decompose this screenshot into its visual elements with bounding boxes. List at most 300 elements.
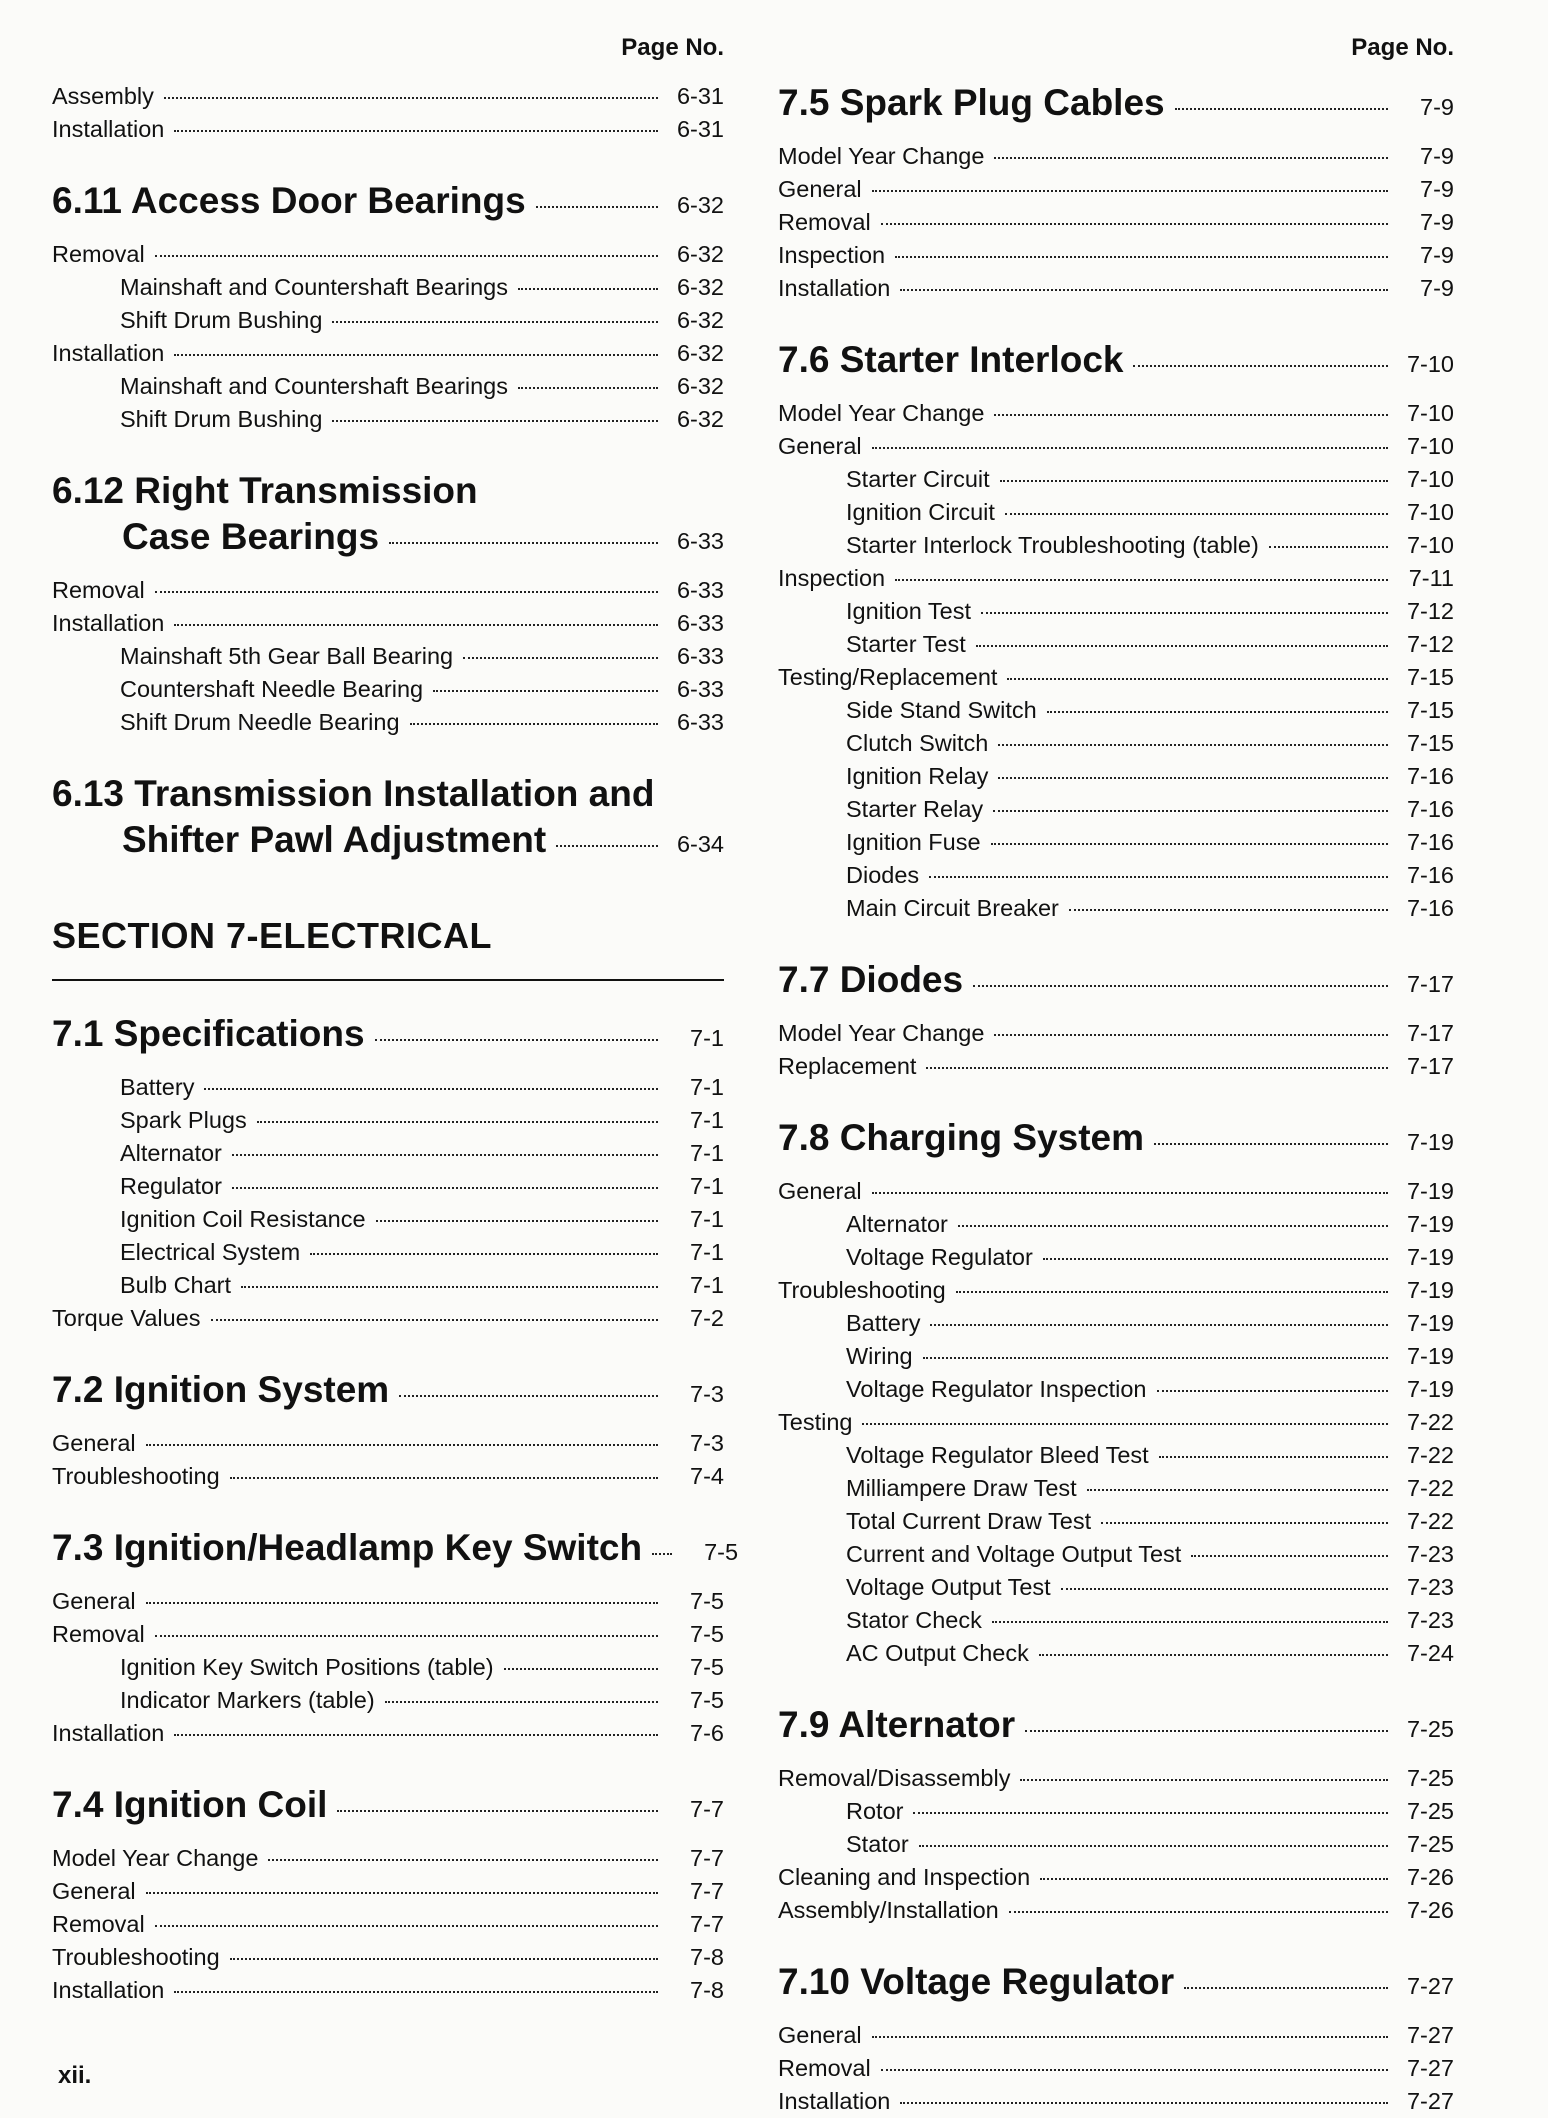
toc-entry[interactable] [778,1637,1454,1670]
toc-entry-page: 7-9 [1420,209,1454,235]
toc-entry[interactable] [778,1604,1454,1637]
dot-leader [1191,1555,1388,1557]
heading-6-12-line2[interactable] [52,514,724,564]
toc-entry-label: Ignition Relay [846,763,989,789]
toc-entry-page: 7-7 [690,1878,724,1904]
toc-entry-label: Voltage Regulator Bleed Test [846,1442,1149,1468]
heading-7-7-page: 7-17 [1406,971,1454,997]
toc-entry-label: Removal [52,577,145,603]
dot-leader [518,387,658,389]
toc-entry[interactable] [778,892,1454,925]
toc-entry-label: Spark Plugs [120,1107,247,1133]
heading-7-8-page: 7-19 [1406,1129,1454,1155]
dot-leader [881,2069,1388,2071]
toc-entry[interactable] [778,1795,1454,1828]
toc-entry[interactable] [778,140,1454,173]
dot-leader [146,1892,658,1894]
toc-entry-label: Ignition Test [846,598,971,624]
toc-entry[interactable] [778,1472,1454,1505]
toc-entry-label: General [52,1430,136,1456]
toc-entry-page: 6-32 [676,340,724,366]
toc-entry[interactable] [52,1651,724,1684]
toc-entry-label: Shift Drum Bushing [120,406,323,432]
toc-entry[interactable] [52,1618,724,1651]
toc-entry-page: 7-15 [1406,697,1454,723]
toc-entry-page: 7-7 [690,1845,724,1871]
dot-leader [155,1635,658,1637]
toc-entry-page: 7-25 [1406,1831,1454,1857]
toc-entry-label: Model Year Change [52,1845,259,1871]
toc-entry-page: 7-27 [1406,2022,1454,2048]
toc-entry[interactable] [52,1717,724,1750]
toc-entry-label: Installation [52,1977,165,2003]
toc-entry-label: Voltage Output Test [846,1574,1051,1600]
heading-7-10-page: 7-27 [1406,1973,1454,1999]
toc-entry[interactable] [52,1302,724,1335]
toc-entry-page: 7-23 [1406,1607,1454,1633]
toc-entry-label: Torque Values [52,1305,201,1331]
toc-entry-page: 7-16 [1406,895,1454,921]
heading-7-4[interactable] [52,1782,724,1832]
heading-7-6-page: 7-10 [1406,351,1454,377]
toc-entry-page: 7-10 [1406,433,1454,459]
toc-entry-page: 7-19 [1406,1277,1454,1303]
toc-entry-label: Starter Circuit [846,466,990,492]
toc-entry-label: Mainshaft 5th Gear Ball Bearing [120,643,454,669]
toc-entry[interactable] [52,1941,724,1974]
toc-entry-label: Rotor [846,1798,904,1824]
dot-leader [1175,108,1388,110]
toc-entry-label: Stator Check [846,1607,982,1633]
dot-leader [872,1192,1388,1194]
toc-entry[interactable] [778,272,1454,305]
dot-leader [376,1220,658,1222]
toc-entry[interactable] [778,1241,1454,1274]
toc-entry-page: 7-19 [1406,1310,1454,1336]
toc-entry-label: Milliampere Draw Test [846,1475,1077,1501]
toc-entry-label: Mainshaft and Countershaft Bearings [120,274,508,300]
toc-entry-page: 7-17 [1406,1053,1454,1079]
toc-entry[interactable] [778,628,1454,661]
toc-entry-page: 7-5 [690,1621,724,1647]
heading-7-9-page: 7-25 [1406,1716,1454,1742]
toc-entry[interactable] [778,1505,1454,1538]
toc-entry-page: 7-9 [1420,143,1454,169]
dot-leader [164,97,658,99]
toc-entry[interactable] [778,1175,1454,1208]
toc-entry-label: Troubleshooting [52,1463,220,1489]
dot-leader [332,420,658,422]
toc-entry[interactable] [52,113,724,146]
dot-leader [895,256,1388,258]
toc-entry-page: 7-1 [690,1173,724,1199]
toc-entry-page: 7-5 [690,1588,724,1614]
toc-entry[interactable] [778,595,1454,628]
toc-entry[interactable] [778,760,1454,793]
dot-leader [504,1668,658,1670]
toc-entry-label: Ignition Fuse [846,829,981,855]
toc-entry[interactable] [52,640,724,673]
toc-entry-label: Inspection [778,565,886,591]
toc-entry[interactable] [778,2019,1454,2052]
toc-entry-label: Starter Relay [846,796,984,822]
toc-entry[interactable] [52,238,724,271]
toc-entry[interactable] [778,529,1454,562]
toc-entry-page: 7-17 [1406,1020,1454,1046]
heading-7-1-label: 7.1 Specifications [52,1013,365,1054]
toc-entry-label: Model Year Change [778,1020,985,1046]
dot-leader [994,414,1388,416]
toc-entry[interactable] [778,1861,1454,1894]
dot-leader [652,1553,672,1555]
toc-entry-label: Installation [778,275,891,301]
toc-entry[interactable] [778,1208,1454,1241]
toc-entry-label: Removal [778,209,871,235]
dot-leader [998,744,1388,746]
toc-entry-label: Clutch Switch [846,730,989,756]
dot-leader [994,157,1388,159]
dot-leader [257,1121,658,1123]
toc-entry[interactable] [778,826,1454,859]
heading-7-6[interactable] [778,337,1454,387]
toc-entry-label: Installation [778,2088,891,2114]
dot-leader [1087,1489,1388,1491]
toc-entry-label: Stator [846,1831,909,1857]
toc-entry[interactable] [778,859,1454,892]
dot-leader [332,321,658,323]
toc-entry[interactable] [52,1842,724,1875]
page-footer: xii. [58,2062,92,2089]
toc-entry-page: 7-9 [1420,176,1454,202]
toc-entry-label: Total Current Draw Test [846,1508,1092,1534]
dot-leader [155,591,658,593]
toc-entry-page: 6-32 [676,373,724,399]
dot-leader [1069,909,1388,911]
dot-leader [146,1444,658,1446]
toc-entry[interactable] [778,562,1454,595]
toc-entry-label: Assembly/Installation [778,1897,999,1923]
heading-7-5[interactable] [778,80,1454,130]
toc-entry[interactable] [52,1236,724,1269]
dot-leader [1043,1258,1388,1260]
toc-entry-label: General [778,2022,862,2048]
toc-entry[interactable] [778,2052,1454,2085]
dot-leader [1047,711,1388,713]
toc-entry[interactable] [52,337,724,370]
dot-leader [929,876,1388,878]
toc-entry-page: 7-22 [1406,1508,1454,1534]
toc-entry-label: Battery [846,1310,921,1336]
dot-leader [232,1154,658,1156]
toc-entry[interactable] [778,496,1454,529]
dot-leader [155,1925,658,1927]
toc-entry[interactable] [52,80,724,113]
toc-entry[interactable] [778,694,1454,727]
heading-6-11[interactable] [52,178,724,228]
dot-leader [385,1701,658,1703]
dot-leader [1061,1588,1388,1590]
dot-leader [956,1291,1388,1293]
toc-entry-label: Electrical System [120,1239,301,1265]
dot-leader [1157,1390,1389,1392]
dot-leader [556,845,658,847]
toc-entry-label: Voltage Regulator Inspection [846,1376,1147,1402]
toc-entry[interactable] [52,1585,724,1618]
dot-leader [991,843,1388,845]
dot-leader [1133,365,1388,367]
toc-entry[interactable] [778,1571,1454,1604]
toc-entry[interactable] [778,397,1454,430]
toc-entry[interactable] [52,1269,724,1302]
dot-leader [981,612,1388,614]
toc-entry[interactable] [778,727,1454,760]
toc-entry-page: 7-4 [690,1463,724,1489]
dot-leader [973,985,1388,987]
toc-entry-label: Starter Interlock Troubleshooting (table) [846,532,1259,558]
toc-entry-page: 7-19 [1406,1211,1454,1237]
dot-leader [268,1859,658,1861]
toc-entry-label: Model Year Change [778,400,985,426]
toc-entry[interactable] [778,661,1454,694]
heading-7-9[interactable] [778,1702,1454,1752]
dot-leader [1007,678,1388,680]
toc-entry[interactable] [52,1137,724,1170]
toc-entry[interactable] [778,239,1454,272]
toc-entry[interactable] [778,206,1454,239]
toc-entry-page: 7-19 [1406,1244,1454,1270]
toc-entry-label: Troubleshooting [778,1277,946,1303]
heading-7-1-page: 7-1 [690,1025,724,1051]
dot-leader [241,1286,658,1288]
toc-entry[interactable] [778,2085,1454,2118]
toc-entry-label: General [52,1588,136,1614]
toc-entry[interactable] [52,673,724,706]
toc-entry-label: Ignition Coil Resistance [120,1206,366,1232]
toc-entry-page: 6-32 [676,274,724,300]
toc-entry-label: Ignition Key Switch Positions (table) [120,1654,494,1680]
toc-entry-label: Assembly [52,83,154,109]
toc-entry-page: 7-1 [690,1107,724,1133]
toc-entry[interactable] [778,793,1454,826]
toc-entry[interactable] [778,1538,1454,1571]
toc-entry[interactable] [52,1427,724,1460]
dot-leader [1000,480,1388,482]
toc-entry-page: 6-32 [676,307,724,333]
toc-entry-page: 7-19 [1406,1376,1454,1402]
toc-entry-page: 7-15 [1406,664,1454,690]
toc-entry-page: 7-22 [1406,1409,1454,1435]
toc-entry-page: 7-1 [690,1206,724,1232]
toc-entry-page: 7-16 [1406,796,1454,822]
toc-entry-page: 7-10 [1406,499,1454,525]
dot-leader [399,1395,658,1397]
heading-7-5-label: 7.5 Spark Plug Cables [778,82,1165,123]
toc-entry[interactable] [52,1908,724,1941]
toc-entry-label: Side Stand Switch [846,697,1037,723]
dot-leader [232,1187,658,1189]
toc-entry[interactable] [778,1017,1454,1050]
toc-entry-label: Troubleshooting [52,1944,220,1970]
toc-entry-page: 6-31 [676,116,724,142]
toc-entry[interactable] [52,403,724,436]
dot-leader [536,206,658,208]
toc-entry[interactable] [52,1170,724,1203]
dot-leader [463,657,658,659]
dot-leader [958,1225,1388,1227]
toc-entry-page: 7-26 [1406,1864,1454,1890]
toc-entry-label: Alternator [846,1211,948,1237]
toc-entry-page: 7-1 [690,1074,724,1100]
heading-7-1[interactable] [52,1011,724,1061]
toc-entry-page: 7-10 [1406,532,1454,558]
dot-leader [900,2102,1388,2104]
toc-entry-page: 7-26 [1406,1897,1454,1923]
page-no-header-right: Page No. [1351,34,1454,61]
heading-7-7[interactable] [778,957,1454,1007]
toc-entry[interactable] [778,463,1454,496]
toc-entry-page: 7-22 [1406,1475,1454,1501]
toc-entry[interactable] [778,1307,1454,1340]
toc-entry[interactable] [52,1460,724,1493]
heading-7-7-label: 7.7 Diodes [778,959,964,1000]
heading-6-11-label: 6.11 Access Door Bearings [52,180,526,221]
heading-7-10[interactable] [778,1959,1454,2009]
toc-entry-page: 7-23 [1406,1541,1454,1567]
dot-leader [174,1991,658,1993]
heading-6-13-line2-page: 6-34 [676,831,724,857]
toc-entry-page: 6-33 [676,643,724,669]
toc-entry-page: 7-8 [690,1977,724,2003]
heading-7-5-page: 7-9 [1420,94,1454,120]
toc-entry-page: 7-5 [690,1687,724,1713]
heading-6-12-line1: 6.12 Right Transmission [52,470,478,511]
heading-6-13-line2[interactable] [52,817,724,867]
heading-7-10-label: 7.10 Voltage Regulator [778,1961,1175,2002]
toc-entry[interactable] [778,430,1454,463]
dot-leader [862,1423,1388,1425]
dot-leader [337,1810,658,1812]
toc-entry[interactable] [52,370,724,403]
toc-entry[interactable] [778,1373,1454,1406]
heading-6-11-page: 6-32 [676,192,724,218]
dot-leader [923,1357,1388,1359]
toc-entry-label: Battery [120,1074,195,1100]
toc-entry-label: Installation [52,116,165,142]
toc-entry[interactable] [778,1406,1454,1439]
section-7-heading: SECTION 7-ELECTRICAL [52,915,724,981]
toc-entry-label: Testing/Replacement [778,664,998,690]
heading-7-8-label: 7.8 Charging System [778,1117,1145,1158]
toc-entry-page: 7-22 [1406,1442,1454,1468]
dot-leader [900,289,1388,291]
dot-leader [930,1324,1388,1326]
toc-entry-page: 6-32 [676,241,724,267]
toc-entry-label: Installation [52,340,165,366]
toc-entry[interactable] [52,1071,724,1104]
toc-entry[interactable] [52,1974,724,2007]
toc-entry-page: 7-9 [1420,275,1454,301]
toc-entry[interactable] [52,706,724,739]
toc-entry[interactable] [52,304,724,337]
toc-entry[interactable] [778,1894,1454,1927]
heading-7-8[interactable] [778,1115,1454,1165]
dot-leader [230,1958,658,1960]
toc-entry[interactable] [52,1104,724,1137]
toc-entry[interactable] [778,1828,1454,1861]
toc-entry-label: Alternator [120,1140,222,1166]
heading-7-3[interactable] [52,1525,739,1575]
dot-leader [433,690,658,692]
toc-entry[interactable] [52,1684,724,1717]
toc-entry-label: Regulator [120,1173,222,1199]
toc-entry[interactable] [778,1340,1454,1373]
toc-entry[interactable] [778,1762,1454,1795]
toc-entry-page: 7-9 [1420,242,1454,268]
toc-entry-label: Bulb Chart [120,1272,232,1298]
toc-entry[interactable] [52,271,724,304]
toc-entry[interactable] [52,607,724,640]
heading-7-4-label: 7.4 Ignition Coil [52,1784,328,1825]
toc-entry-label: Diodes [846,862,920,888]
toc-entry-page: 7-25 [1406,1765,1454,1791]
toc-entry-label: Mainshaft and Countershaft Bearings [120,373,508,399]
toc-entry-label: Starter Test [846,631,966,657]
toc-entry-page: 7-5 [690,1654,724,1680]
toc-entry-label: Removal [52,241,145,267]
toc-entry[interactable] [52,1203,724,1236]
toc-entry-page: 7-6 [690,1720,724,1746]
toc-entry-page: 7-19 [1406,1343,1454,1369]
toc-entry-page: 7-7 [690,1911,724,1937]
dot-leader [1159,1456,1388,1458]
dot-leader [1025,1730,1388,1732]
toc-entry-label: Inspection [778,242,886,268]
dot-leader [872,2036,1388,2038]
toc-entry-page: 7-15 [1406,730,1454,756]
toc-entry-page: 7-3 [690,1430,724,1456]
toc-entry-label: Voltage Regulator [846,1244,1033,1270]
dot-leader [230,1477,658,1479]
dot-leader [992,1621,1388,1623]
dot-leader [1154,1143,1388,1145]
toc-entry-page: 7-1 [690,1272,724,1298]
dot-leader [310,1253,658,1255]
dot-leader [872,190,1388,192]
toc-entry[interactable] [778,173,1454,206]
toc-entry-page: 7-8 [690,1944,724,1970]
toc-entry-page: 7-2 [690,1305,724,1331]
toc-entry[interactable] [778,1274,1454,1307]
toc-entry-page: 6-33 [676,577,724,603]
toc-entry-label: Indicator Markers (table) [120,1687,375,1713]
toc-entry[interactable] [52,1875,724,1908]
toc-entry-label: Installation [52,1720,165,1746]
dot-leader [1005,513,1388,515]
toc-entry-label: AC Output Check [846,1640,1029,1666]
toc-entry[interactable] [778,1439,1454,1472]
toc-entry[interactable] [778,1050,1454,1083]
toc-entry-label: Removal [52,1911,145,1937]
toc-entry-page: 7-27 [1406,2088,1454,2114]
dot-leader [976,645,1388,647]
toc-entry-label: Shift Drum Needle Bearing [120,709,400,735]
dot-leader [926,1067,1388,1069]
dot-leader [919,1845,1388,1847]
toc-entry-page: 7-10 [1406,400,1454,426]
heading-7-2[interactable] [52,1367,724,1417]
toc-entry-label: General [778,1178,862,1204]
toc-entry[interactable] [52,574,724,607]
